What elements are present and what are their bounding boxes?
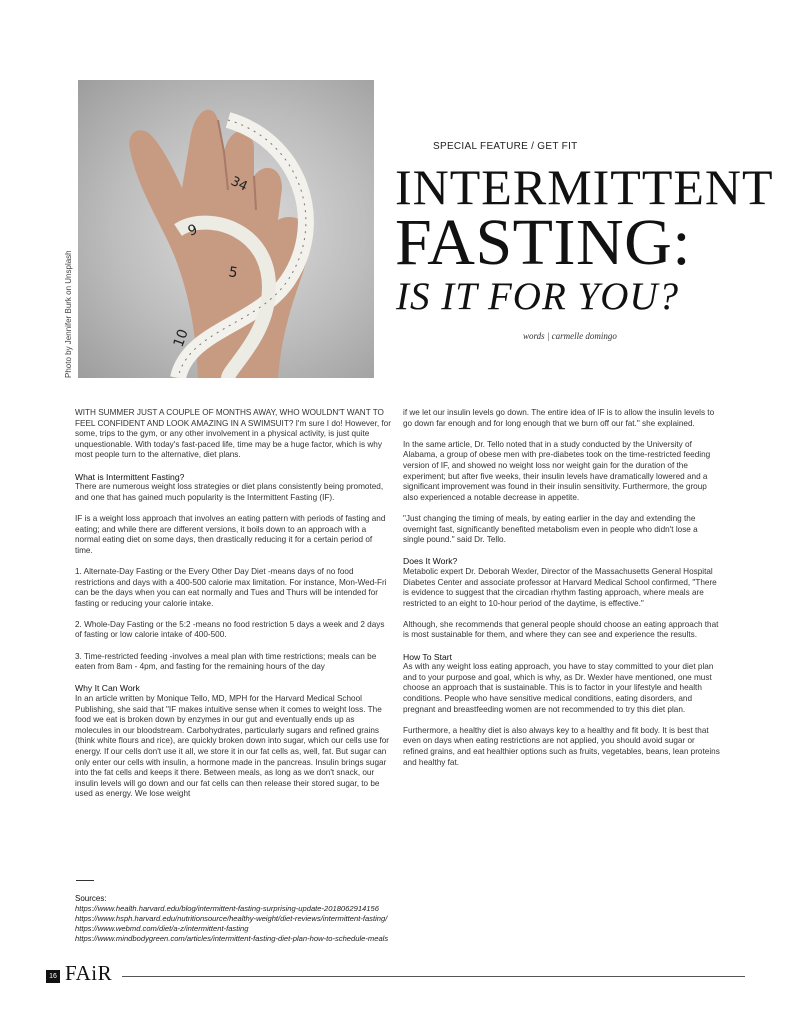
title-line-3: IS IT FOR YOU? — [396, 275, 680, 318]
source-link[interactable]: https://www.hsph.harvard.edu/nutritionsource/healthy-weight/diet-reviews/intermittent-fasting/ — [75, 914, 388, 923]
tape-number: 9 — [185, 221, 200, 240]
tape-number: 10 — [170, 327, 192, 350]
body-paragraph: if we let our insulin levels go down. The entire idea of IF is to allow the insulin levels to go down far enough and for long enough that we burn off our fat." she explained. — [403, 408, 715, 428]
section-heading: Does It Work? — [403, 556, 458, 567]
list-item: 2. Whole-Day Fasting or the 5:2 -means no food restriction 5 days a week and 2 days of fasting or low calorie intake of 400-500. — [75, 619, 385, 640]
title-line-2: FASTING: — [395, 206, 692, 279]
list-item: 1. Alternate-Day Fasting or the Every Other Day Diet -means days of no food restrictions and days with a 400-500 calorie max limitation. For instance, Mon-Wed-Fri can be the days when you can eat normally and Tues and Thurs will be intended for fasting or reducing your calorie intake. — [75, 566, 387, 608]
page-number: 16 — [46, 970, 60, 983]
source-link[interactable]: https://www.mindbodygreen.com/articles/intermittent-fasting-diet-plan-how-to-schedule-meals — [75, 934, 389, 943]
photo-illustration — [78, 80, 374, 378]
section-heading: What is Intermittent Fasting? — [75, 471, 185, 482]
body-paragraph: Furthermore, a healthy diet is also always key to a healthy and fit body. It is best that even on days when eating restrictions are not applied, you should avoid sugar or refined grains, and eat healthier options such as fruits, vegetables, beans, lean proteins and healthy fat. — [403, 725, 720, 767]
title-line-1: INTERMITTENT — [395, 159, 774, 215]
tape-number: 5 — [227, 264, 239, 282]
hand-with-measuring-tape-photo — [78, 80, 374, 378]
body-paragraph: IF is a weight loss approach that involves an eating pattern with periods of fasting and eating; and while there are different versions, it boils down to an approach with a normal eating diet on some days, then drastically reducing it for a certain period of time. — [75, 513, 386, 555]
source-link[interactable]: https://www.webmd.com/diet/a-z/intermittent-fasting — [75, 924, 249, 933]
body-paragraph: Metabolic expert Dr. Deborah Wexler, Director of the Massachusetts General Hospital Diabetes Center and associate professor at Harvard Medical School confirmed, "There is evidence to suggest that the circadian rhythm fasting approach, where meals are restricted to an eight to 10-hour period of the daytime, is effective." — [403, 566, 717, 608]
list-item: 3. Time-restricted feeding -involves a meal plan with time restrictions; meals can be eaten from 8am - 4pm, and fasting for the remaining hours of the day — [75, 651, 377, 672]
body-paragraph: There are numerous weight loss strategies or diet plans consistently being promoted, and one that has gained much popularity is the Intermittent Fasting (IF). — [75, 482, 384, 502]
section-heading: How To Start — [403, 651, 453, 662]
body-paragraph: Although, she recommends that general people should choose an eating approach that is most sustainable for them, and where they can see and experience the results. — [403, 619, 719, 640]
byline: words | carmelle domingo — [523, 331, 617, 341]
photo-credit: Photo by Jennifer Burk on Unsplash — [64, 250, 73, 378]
article-right-column — [403, 408, 721, 779]
sources-divider — [76, 880, 94, 881]
body-paragraph: In an article written by Monique Tello, MD, MPH for the Harvard Medical School Publishing, she said that "IF makes intuitive sense when it comes to weight loss. The food we eat is broken down by enzymes in our gut and eventually ends up as molecules in our bloodstream. Carbohydrates, particularly sugars and refined grains (think white flours and rice), are quickly broken down into sugar, which our cells use for energy. If our cells don't use it all, we store it in our fat cells as, well, fat. But sugar can only enter our cells with insulin, a hormone made in the pancreas. Insulin brings sugar into the fat cells and keeps it there. Between meals, as long as we don't snack, our insulin levels will go down and our fat cells can then release their stored sugar, to be used as energy. We lose weight — [75, 694, 390, 799]
body-paragraph: In the same article, Dr. Tello noted that in a study conducted by the University of Alabama, a group of obese men with pre-diabetes took on the time-restricted feeding version of IF, and showed no weight loss nor weight gain for the duration of the experiment; but after five weeks, their insulin levels have dramatically lowered and a significant improvement was found in their insulin sensitivity. Furthermore, the group also experienced a notable decrease in appetite. — [403, 439, 711, 502]
article-left-column — [75, 408, 392, 811]
footer-rule — [122, 976, 745, 977]
tape-number: 34 — [228, 174, 250, 195]
sources-block — [75, 894, 388, 944]
body-paragraph: As with any weight loss eating approach, you have to stay committed to your diet plan and to your purpose and goal, which is why, as Dr. Wexler have mentioned, one must choose an approach that is sustainable. This is to factor in your lifestyle and health conditions. People who have sensitive medical conditions, eating disorders, and pregnant and breastfeeding women are not recommended to try this diet plan. — [403, 662, 714, 714]
body-paragraph: "Just changing the timing of meals, by eating earlier in the day and extending the overnight fast, significantly benefited metabolism even in people who didn't lose a single pound." said Dr. Tello. — [403, 513, 698, 545]
magazine-logo: FAiR — [65, 961, 113, 985]
source-link[interactable]: https://www.health.harvard.edu/blog/intermittent-fasting-surprising-update-2018062914156 — [75, 904, 379, 913]
section-heading: Why It Can Work — [75, 683, 140, 694]
sources-label: Sources: — [75, 894, 107, 903]
section-kicker: SPECIAL FEATURE / GET FIT — [433, 141, 578, 152]
intro-paragraph: WITH SUMMER JUST A COUPLE OF MONTHS AWAY, WHO WOULDN'T WANT TO FEEL CONFIDENT AND LOOK AMAZING IN A SWIMSUIT? I'm sure I do! However, for some, trips to the gym, or any other involvement in a physical activity, is just quite unquestionable. With today's fast-paced life, time may be a huge factor, which is why most people turn to the alternative, diet plans. — [75, 408, 391, 460]
